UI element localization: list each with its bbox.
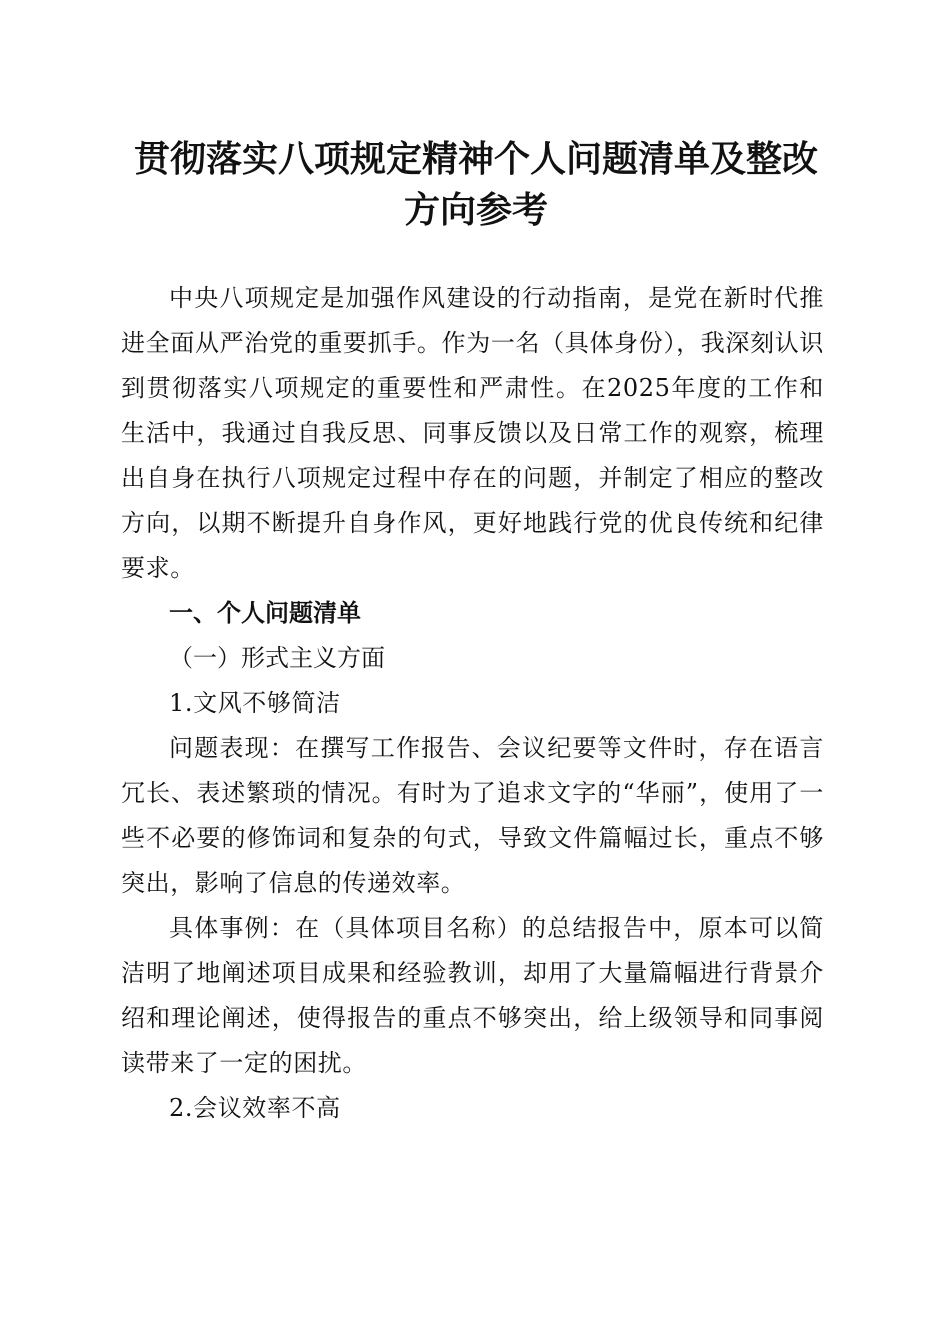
item-problem-paragraph: 问题表现：在撰写工作报告、会议纪要等文件时，存在语言冗长、表述繁琐的情况。有时为了追求文字的“华丽”，使用了一些不必要的修饰词和复杂的句式，导致文件篇幅过长，重点不够突出，影响了信息的传递效率。 — [121, 734, 824, 897]
subsection-heading-formalism: （一）形式主义方面 — [169, 644, 385, 672]
item-example-paragraph: 具体事例：在（具体项目名称）的总结报告中，原本可以简洁明了地阐述项目成果和经验教训，却用了大量篇幅进行背景介绍和理论阐述，使得报告的重点不够突出，给上级领导和同事阅读带来了一定的困扰。 — [121, 914, 824, 1077]
intro-paragraph: 中央八项规定是加强作风建设的行动指南，是党在新时代推进全面从严治党的重要抓手。作为一名（具体身份），我深刻认识到贯彻落实八项规定的重要性和严肃性。在2025年度的工作和生活中，我通过自我反思、同事反馈以及日常工作的观察，梳理出自身在执行八项规定过程中存在的问题，并制定了相应的整改方向，以期不断提升自身作风，更好地践行党的优良传统和纪律要求。 — [121, 284, 824, 582]
item-title-meeting-efficiency: 2.会议效率不高 — [169, 1094, 341, 1122]
section-heading-personal-issues: 一、个人问题清单 — [169, 599, 361, 627]
item-title-writing-style: 1.文风不够简洁 — [169, 689, 341, 717]
document-body — [121, 276, 824, 1131]
document-title: 贯彻落实八项规定精神个人问题清单及整改方向参考 — [133, 138, 818, 231]
